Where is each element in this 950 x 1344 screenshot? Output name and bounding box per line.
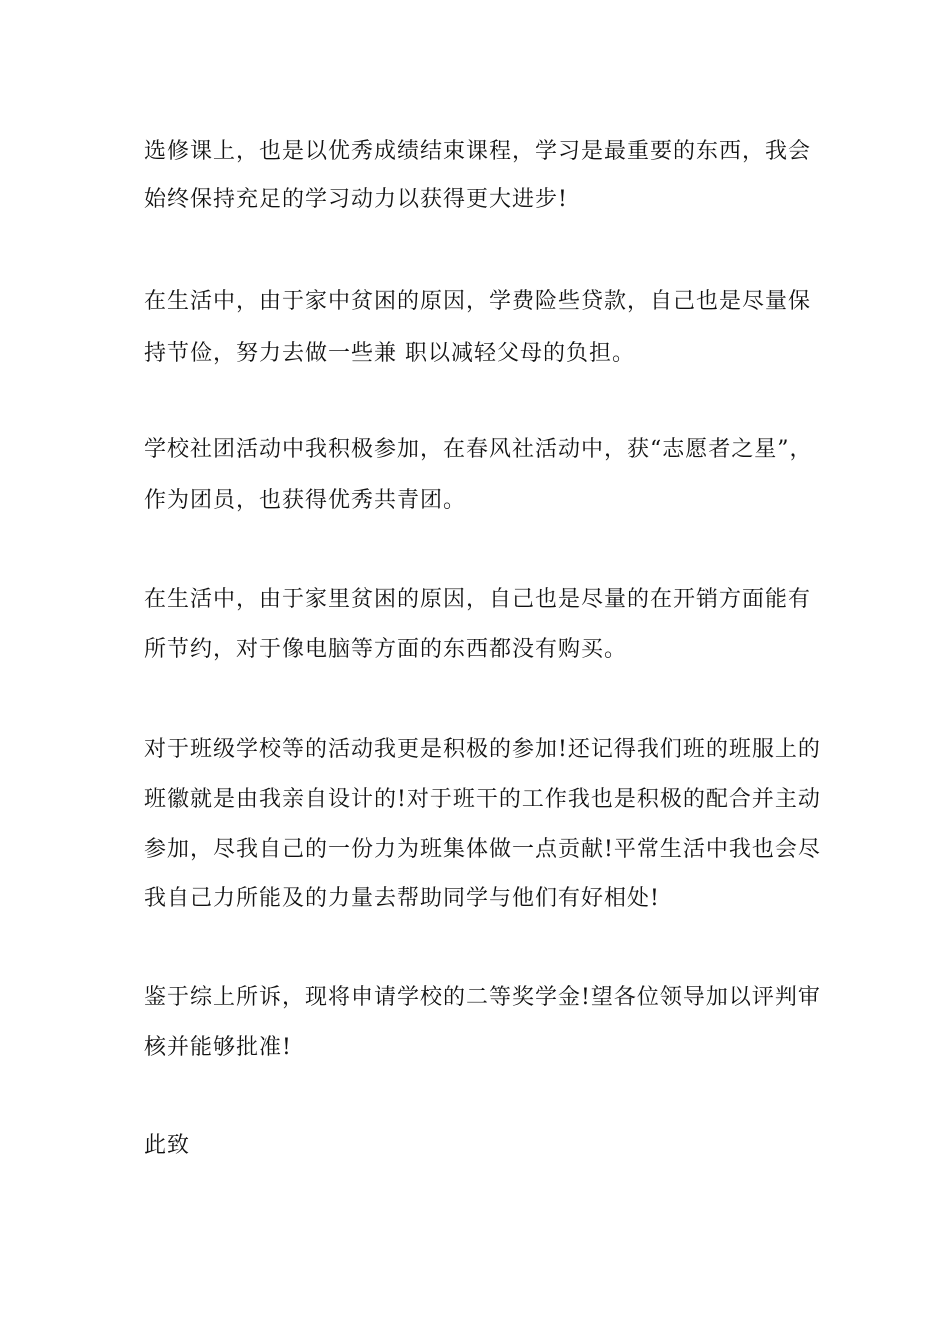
paragraph-3-line-1: 学校社团活动中我积极参加，在春风社活动中，获“志愿者之星”， [144,437,813,462]
paragraph-6-line-1: 鉴于综上所诉，现将申请学校的二等奖学金!望各位领导加以评判审 [144,985,821,1010]
paragraph-2-line-2: 持节俭，努力去做一些兼 职以减轻父母的负担。 [144,341,635,366]
closing-salutation: 此致 [144,1133,191,1158]
paragraph-3-line-2: 作为团员，也获得优秀共青团。 [144,488,467,513]
paragraph-1-line-1: 选修课上，也是以优秀成绩结束课程，学习是最重要的东西，我会 [144,139,812,164]
paragraph-4-line-1: 在生活中，由于家里贫困的原因，自己也是尽量的在开销方面能有 [144,587,812,612]
paragraph-5-line-4: 我自己力所能及的力量去帮助同学与他们有好相处! [144,886,660,911]
paragraph-5-line-3: 参加，尽我自己的一份力为班集体做一点贡献!平常生活中我也会尽 [144,837,821,862]
paragraph-4-line-2: 所节约，对于像电脑等方面的东西都没有购买。 [144,637,628,662]
paragraph-5-line-1: 对于班级学校等的活动我更是积极的参加!还记得我们班的班服上的 [144,737,821,762]
paragraph-6-line-2: 核并能够批准! [144,1035,292,1060]
paragraph-5-line-2: 班徽就是由我亲自设计的!对于班干的工作我也是积极的配合并主动 [144,787,821,812]
paragraph-2-line-1: 在生活中，由于家中贫困的原因，学费险些贷款，自己也是尽量保 [144,289,812,314]
paragraph-1-line-2: 始终保持充足的学习动力以获得更大进步! [144,187,568,212]
